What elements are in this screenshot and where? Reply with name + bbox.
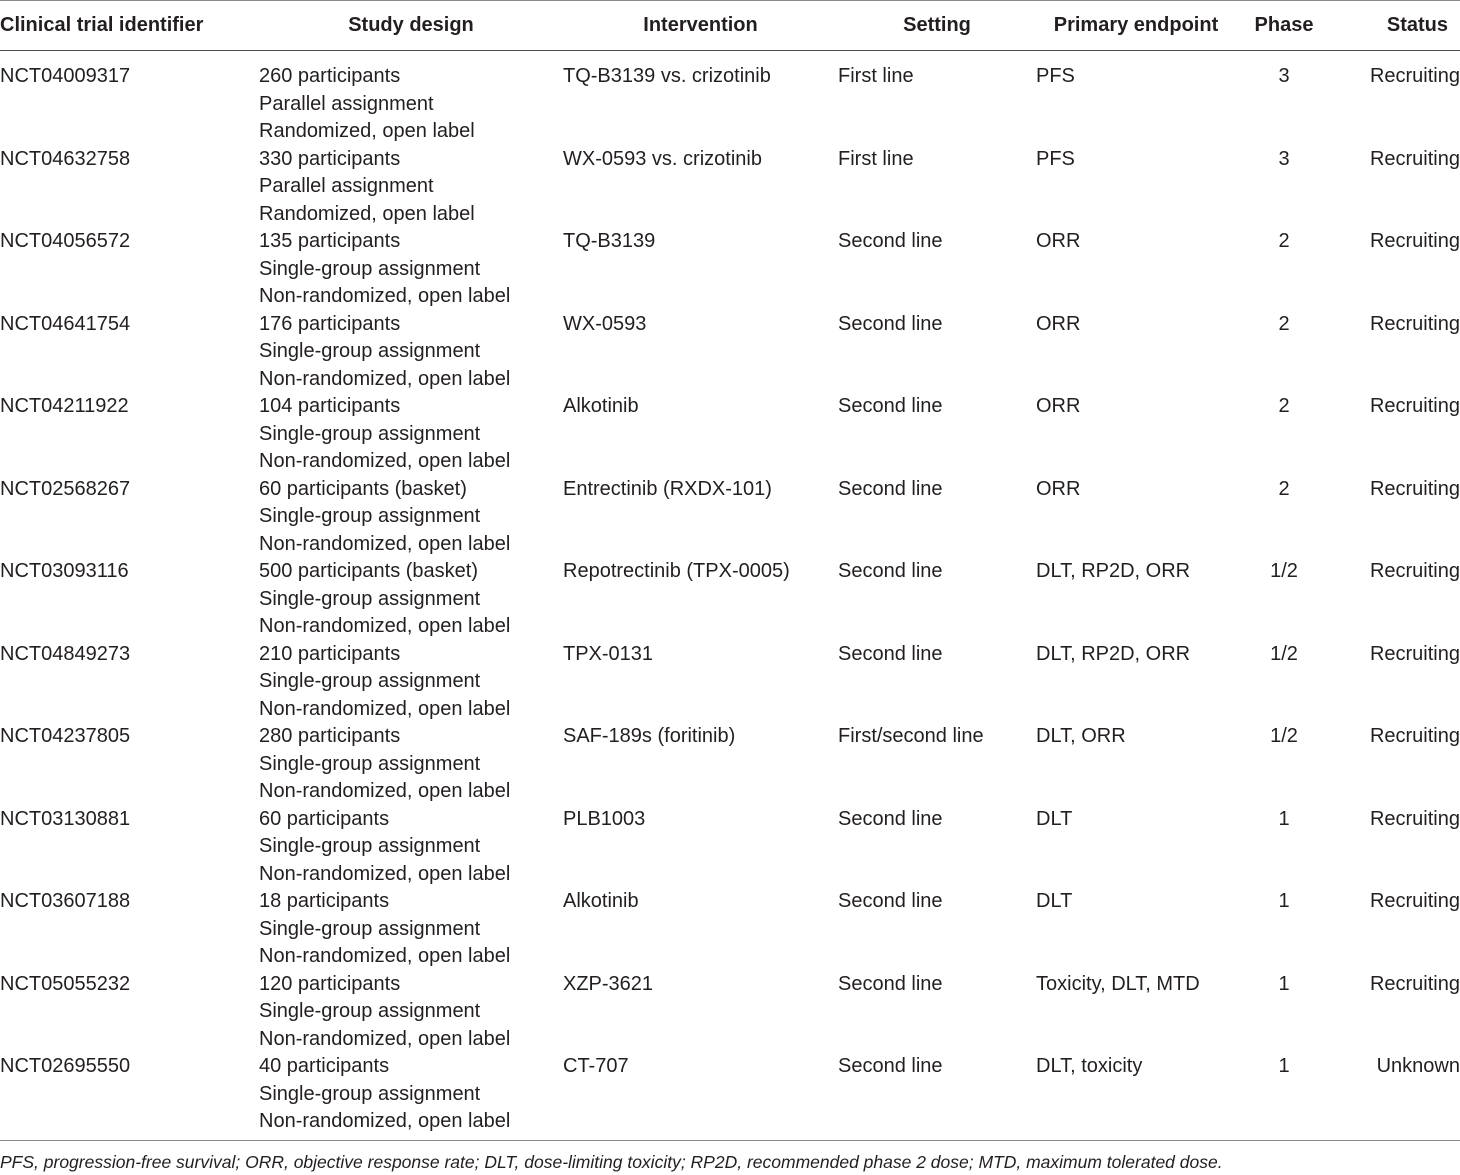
cell-status: Recruiting xyxy=(1369,395,1460,417)
study-design-line: Non-randomized, open label xyxy=(259,862,511,885)
cell-study-design xyxy=(259,806,563,889)
cell-study-design xyxy=(259,888,563,971)
cell-phase: 2 xyxy=(1278,230,1290,252)
cell-setting: First/second line xyxy=(838,725,984,747)
study-design-line: Non-randomized, open label xyxy=(259,1027,511,1050)
cell-trial-identifier: NCT04237805 xyxy=(0,725,131,747)
cell-status: Recruiting xyxy=(1369,725,1460,747)
cell-trial-identifier: NCT03130881 xyxy=(0,807,131,830)
study-design-line: 60 participants (basket) xyxy=(259,477,467,500)
cell-intervention: Alkotinib xyxy=(563,395,639,417)
cell-intervention: Entrectinib (RXDX-101) xyxy=(563,477,772,500)
cell-intervention: Repotrectinib (TPX-0005) xyxy=(563,560,790,582)
study-design-line: Single-group assignment xyxy=(259,670,481,692)
cell-status: Recruiting xyxy=(1369,312,1460,335)
table-row xyxy=(0,888,1460,971)
study-design-line: Randomized, open label xyxy=(259,202,475,225)
study-design-line: Non-randomized, open label xyxy=(259,285,511,307)
cell-phase: 1 xyxy=(1236,1053,1332,1141)
study-design-line: Non-randomized, open label xyxy=(259,450,511,472)
study-design-line: Non-randomized, open label xyxy=(259,1110,511,1132)
table-row xyxy=(0,228,1460,311)
table-footnote: PFS, progression-free survival; ORR, objective response rate; DLT, dose-limiting toxicity; RP2D, recommended phase 2 dose; MTD, maximum tolerated dose. xyxy=(0,1152,1223,1172)
cell-primary-endpoint: Toxicity, DLT, MTD xyxy=(1036,972,1200,995)
header-primary-endpoint: Primary endpoint xyxy=(1036,1,1236,51)
study-design-line: Non-randomized, open label xyxy=(259,697,511,720)
study-design-line: 104 participants xyxy=(259,395,401,417)
study-design-line: Single-group assignment xyxy=(259,835,481,857)
cell-study-design xyxy=(259,228,563,311)
cell-primary-endpoint: DLT, RP2D, ORR xyxy=(1036,642,1191,665)
header-setting: Setting xyxy=(838,1,1036,51)
cell-intervention: CT-707 xyxy=(563,1053,838,1141)
cell-phase: 1 xyxy=(1278,807,1290,830)
cell-intervention: TQ-B3139 xyxy=(563,230,656,252)
study-design-line: Non-randomized, open label xyxy=(259,615,511,637)
study-design-line: 500 participants (basket) xyxy=(259,560,479,582)
cell-primary-endpoint: PFS xyxy=(1036,147,1075,170)
header-intervention: Intervention xyxy=(563,1,838,51)
study-design-line: Non-randomized, open label xyxy=(259,367,511,390)
cell-study-design xyxy=(259,971,563,1054)
cell-trial-identifier: NCT04849273 xyxy=(0,642,131,665)
cell-phase: 1/2 xyxy=(1270,642,1298,665)
study-design-line: Single-group assignment xyxy=(259,917,481,940)
cell-setting: Second line xyxy=(838,807,943,830)
table-header-row xyxy=(0,1,1460,51)
cell-trial-identifier: NCT04211922 xyxy=(0,395,129,417)
cell-setting: Second line xyxy=(838,312,943,335)
cell-primary-endpoint: PFS xyxy=(1036,65,1075,87)
study-design-line: Single-group assignment xyxy=(259,340,481,362)
study-design-line: Single-group assignment xyxy=(259,752,481,775)
cell-setting: Second line xyxy=(838,395,943,417)
cell-status: Recruiting xyxy=(1369,642,1460,665)
study-design-line: Non-randomized, open label xyxy=(259,945,511,967)
cell-phase: 1 xyxy=(1278,890,1290,912)
cell-primary-endpoint: DLT xyxy=(1036,890,1073,912)
table-row xyxy=(0,723,1460,806)
study-design-line: 40 participants xyxy=(259,1055,390,1077)
cell-setting: Second line xyxy=(838,890,943,912)
cell-status: Recruiting xyxy=(1369,972,1460,995)
table-row xyxy=(0,641,1460,724)
cell-study-design xyxy=(259,476,563,559)
study-design-line: Single-group assignment xyxy=(259,1000,481,1022)
table-row xyxy=(0,311,1460,394)
table-row xyxy=(0,476,1460,559)
cell-status: Recruiting xyxy=(1369,560,1460,582)
cell-intervention: PLB1003 xyxy=(563,807,646,830)
cell-primary-endpoint: ORR xyxy=(1036,230,1081,252)
cell-trial-identifier: NCT04641754 xyxy=(0,312,131,335)
study-design-line: 210 participants xyxy=(259,642,401,665)
cell-setting: Second line xyxy=(838,1053,1036,1141)
cell-primary-endpoint: DLT xyxy=(1036,807,1073,830)
study-design-line: 176 participants xyxy=(259,312,401,335)
cell-primary-endpoint: DLT, ORR xyxy=(1036,725,1126,747)
cell-phase: 1/2 xyxy=(1270,725,1298,747)
study-design-line: 280 participants xyxy=(259,725,401,747)
cell-status: Unknown xyxy=(1332,1053,1460,1141)
cell-trial-identifier: NCT03607188 xyxy=(0,890,131,912)
study-design-line: 330 participants xyxy=(259,147,401,170)
cell-setting: Second line xyxy=(838,560,943,582)
cell-phase: 3 xyxy=(1278,65,1290,87)
cell-phase: 2 xyxy=(1278,477,1290,500)
header-trial-identifier: Clinical trial identifier xyxy=(0,1,259,51)
cell-status: Recruiting xyxy=(1369,807,1460,830)
cell-study-design xyxy=(259,558,563,641)
cell-primary-endpoint: ORR xyxy=(1036,477,1081,500)
cell-setting: First line xyxy=(838,147,914,170)
cell-primary-endpoint: DLT, RP2D, ORR xyxy=(1036,560,1191,582)
header-status: Status xyxy=(1332,1,1460,51)
study-design-line: Parallel assignment xyxy=(259,175,434,197)
study-design-line: 260 participants xyxy=(259,65,401,87)
table-row xyxy=(0,51,1460,146)
study-design-line: Single-group assignment xyxy=(259,1082,481,1105)
cell-intervention: Alkotinib xyxy=(563,890,639,912)
cell-trial-identifier: NCT03093116 xyxy=(0,560,129,582)
cell-trial-identifier: NCT05055232 xyxy=(0,972,131,995)
cell-trial-identifier: NCT04056572 xyxy=(0,230,131,252)
cell-study-design xyxy=(259,1053,563,1141)
study-design-line: 120 participants xyxy=(259,972,401,995)
cell-study-design xyxy=(259,723,563,806)
cell-intervention: XZP-3621 xyxy=(563,972,654,995)
cell-study-design xyxy=(259,393,563,476)
study-design-line: 135 participants xyxy=(259,230,401,252)
table-row xyxy=(0,971,1460,1054)
cell-study-design xyxy=(259,641,563,724)
cell-study-design xyxy=(259,51,563,146)
cell-trial-identifier: NCT02695550 xyxy=(0,1053,259,1141)
study-design-line: Randomized, open label xyxy=(259,120,475,142)
cell-intervention: SAF-189s (foritinib) xyxy=(563,725,736,747)
cell-trial-identifier: NCT04009317 xyxy=(0,65,131,87)
study-design-line: Single-group assignment xyxy=(259,505,481,527)
header-study-design: Study design xyxy=(259,1,563,51)
cell-setting: Second line xyxy=(838,972,943,995)
study-design-line: Single-group assignment xyxy=(259,257,481,280)
study-design-line: 60 participants xyxy=(259,807,390,830)
cell-primary-endpoint: ORR xyxy=(1036,312,1081,335)
cell-intervention: WX-0593 xyxy=(563,312,647,335)
cell-status: Recruiting xyxy=(1369,230,1460,252)
study-design-line: Parallel assignment xyxy=(259,92,434,115)
cell-primary-endpoint: ORR xyxy=(1036,395,1081,417)
cell-trial-identifier: NCT04632758 xyxy=(0,147,131,170)
study-design-line: Single-group assignment xyxy=(259,422,481,445)
cell-phase: 1/2 xyxy=(1270,560,1298,582)
cell-status: Recruiting xyxy=(1369,890,1460,912)
table-row xyxy=(0,806,1460,889)
cell-intervention: WX-0593 vs. crizotinib xyxy=(563,147,762,170)
cell-intervention: TQ-B3139 vs. crizotinib xyxy=(563,65,771,87)
table-row xyxy=(0,146,1460,229)
study-design-line: 18 participants xyxy=(259,890,390,912)
cell-setting: First line xyxy=(838,65,914,87)
cell-phase: 3 xyxy=(1278,147,1290,170)
cell-status: Recruiting xyxy=(1369,65,1460,87)
study-design-line: Single-group assignment xyxy=(259,587,481,610)
cell-status: Recruiting xyxy=(1369,147,1460,170)
cell-study-design xyxy=(259,146,563,229)
cell-setting: Second line xyxy=(838,642,943,665)
table-row xyxy=(0,393,1460,476)
cell-study-design xyxy=(259,311,563,394)
cell-intervention: TPX-0131 xyxy=(563,642,654,665)
study-design-line: Non-randomized, open label xyxy=(259,532,511,555)
cell-phase: 1 xyxy=(1278,972,1290,995)
study-design-line: Non-randomized, open label xyxy=(259,780,511,802)
header-phase: Phase xyxy=(1236,1,1332,51)
cell-setting: Second line xyxy=(838,230,943,252)
table-row xyxy=(0,1053,1460,1141)
cell-status: Recruiting xyxy=(1369,477,1460,500)
table-row xyxy=(0,558,1460,641)
table-body xyxy=(0,51,1460,1141)
cell-setting: Second line xyxy=(838,477,943,500)
cell-phase: 2 xyxy=(1278,395,1290,417)
cell-primary-endpoint: DLT, toxicity xyxy=(1036,1053,1236,1141)
cell-trial-identifier: NCT02568267 xyxy=(0,477,131,500)
cell-phase: 2 xyxy=(1278,312,1290,335)
